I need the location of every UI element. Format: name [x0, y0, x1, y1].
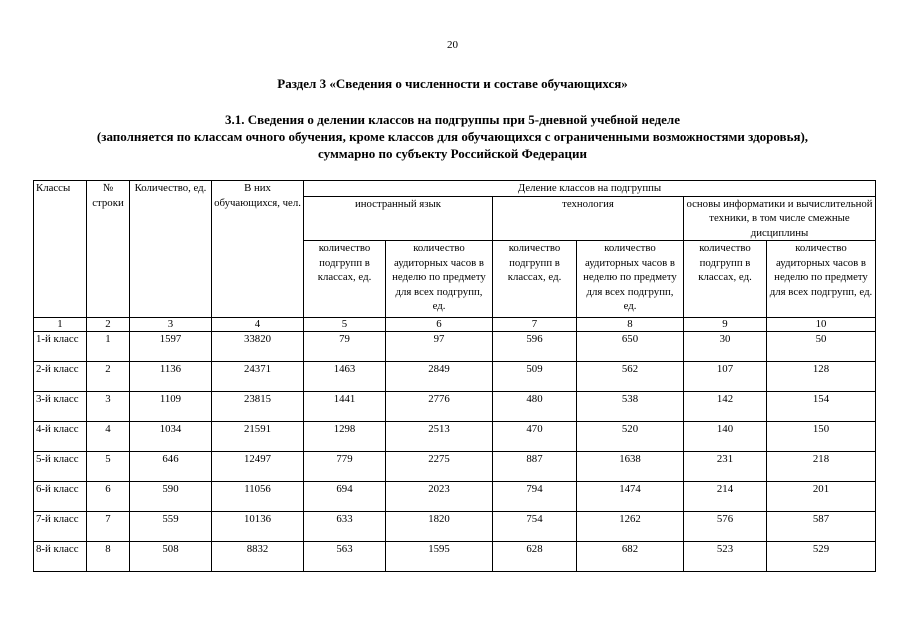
value-cell: 694 [304, 482, 386, 512]
column-number: 9 [684, 318, 767, 332]
section-title: Раздел 3 «Сведения о численности и составе обучающихся» [277, 76, 628, 91]
column-number: 5 [304, 318, 386, 332]
value-cell: 576 [684, 512, 767, 542]
value-cell: 201 [767, 482, 876, 512]
value-cell: 10136 [212, 512, 304, 542]
header-hours: количество аудиторных часов в неделю по предмету для всех подгрупп, ед. [386, 241, 493, 318]
value-cell: 154 [767, 392, 876, 422]
value-cell: 1474 [577, 482, 684, 512]
value-cell: 2776 [386, 392, 493, 422]
class-cell: 8-й класс [34, 542, 87, 572]
class-cell: 4-й класс [34, 422, 87, 452]
table-row [34, 482, 876, 512]
header-technology: технология [493, 196, 684, 241]
value-cell: 587 [767, 512, 876, 542]
value-cell: 30 [684, 332, 767, 362]
row-number-cell: 5 [87, 452, 130, 482]
value-cell: 523 [684, 542, 767, 572]
value-cell: 107 [684, 362, 767, 392]
column-number: 7 [493, 318, 577, 332]
table-row [34, 512, 876, 542]
table-row [34, 452, 876, 482]
value-cell: 214 [684, 482, 767, 512]
table-row [34, 362, 876, 392]
class-cell: 6-й класс [34, 482, 87, 512]
value-cell: 596 [493, 332, 577, 362]
column-number: 4 [212, 318, 304, 332]
table-row [34, 332, 876, 362]
value-cell: 1597 [130, 332, 212, 362]
value-cell: 33820 [212, 332, 304, 362]
value-cell: 2275 [386, 452, 493, 482]
value-cell: 23815 [212, 392, 304, 422]
value-cell: 887 [493, 452, 577, 482]
header-subgroups-count: количество подгрупп в классах, ед. [304, 241, 386, 318]
value-cell: 563 [304, 542, 386, 572]
column-number-row [34, 318, 876, 332]
value-cell: 128 [767, 362, 876, 392]
column-number: 10 [767, 318, 876, 332]
value-cell: 480 [493, 392, 577, 422]
header-quantity: Количество, ед. [130, 181, 212, 318]
page-number: 20 [447, 39, 458, 51]
value-cell: 1109 [130, 392, 212, 422]
value-cell: 520 [577, 422, 684, 452]
subsection-note: (заполняется по классам очного обучения, кроме классов для обучающихся с ограниченными возможностями здоровья), [96, 129, 809, 144]
row-number-cell: 4 [87, 422, 130, 452]
header-classes: Классы [34, 181, 87, 318]
row-number-cell: 2 [87, 362, 130, 392]
header-row [34, 181, 876, 197]
subsection-title: 3.1. Сведения о делении классов на подгруппы при 5-дневной учебной неделе [225, 112, 680, 127]
value-cell: 794 [493, 482, 577, 512]
table-row [34, 392, 876, 422]
header-row-number: № строки [87, 181, 130, 318]
value-cell: 1595 [386, 542, 493, 572]
value-cell: 628 [493, 542, 577, 572]
value-cell: 538 [577, 392, 684, 422]
row-number-cell: 1 [87, 332, 130, 362]
header-students: В них обучающихся, чел. [212, 181, 304, 318]
table-row [34, 422, 876, 452]
class-cell: 1-й класс [34, 332, 87, 362]
class-cell: 2-й класс [34, 362, 87, 392]
value-cell: 12497 [212, 452, 304, 482]
value-cell: 2513 [386, 422, 493, 452]
value-cell: 1638 [577, 452, 684, 482]
value-cell: 8832 [212, 542, 304, 572]
value-cell: 646 [130, 452, 212, 482]
value-cell: 97 [386, 332, 493, 362]
value-cell: 50 [767, 332, 876, 362]
column-number: 8 [577, 318, 684, 332]
value-cell: 1262 [577, 512, 684, 542]
header-informatics: основы информатики и вычислительной техники, в том числе смежные дисциплины [684, 196, 876, 241]
value-cell: 1034 [130, 422, 212, 452]
value-cell: 11056 [212, 482, 304, 512]
value-cell: 590 [130, 482, 212, 512]
value-cell: 470 [493, 422, 577, 452]
row-number-cell: 6 [87, 482, 130, 512]
header-foreign-language: иностранный язык [304, 196, 493, 241]
value-cell: 529 [767, 542, 876, 572]
value-cell: 218 [767, 452, 876, 482]
value-cell: 754 [493, 512, 577, 542]
value-cell: 24371 [212, 362, 304, 392]
value-cell: 150 [767, 422, 876, 452]
class-cell: 7-й класс [34, 512, 87, 542]
header-division: Деление классов на подгруппы [304, 181, 876, 197]
value-cell: 1136 [130, 362, 212, 392]
value-cell: 2023 [386, 482, 493, 512]
header-subgroups-count: количество подгрупп в классах, ед. [684, 241, 767, 318]
row-number-cell: 7 [87, 512, 130, 542]
subgroups-table [33, 180, 876, 572]
row-number-cell: 3 [87, 392, 130, 422]
subsection-scope: суммарно по субъекту Российской Федерации [318, 146, 587, 161]
value-cell: 142 [684, 392, 767, 422]
column-number: 3 [130, 318, 212, 332]
header-subgroups-count: количество подгрупп в классах, ед. [493, 241, 577, 318]
class-cell: 5-й класс [34, 452, 87, 482]
class-cell: 3-й класс [34, 392, 87, 422]
value-cell: 682 [577, 542, 684, 572]
value-cell: 21591 [212, 422, 304, 452]
value-cell: 79 [304, 332, 386, 362]
value-cell: 1298 [304, 422, 386, 452]
value-cell: 1441 [304, 392, 386, 422]
header-hours: количество аудиторных часов в неделю по предмету для всех подгрупп, ед. [577, 241, 684, 318]
value-cell: 633 [304, 512, 386, 542]
header-hours: количество аудиторных часов в неделю по предмету для всех подгрупп, ед. [767, 241, 876, 318]
column-number: 6 [386, 318, 493, 332]
value-cell: 650 [577, 332, 684, 362]
value-cell: 559 [130, 512, 212, 542]
table-row [34, 542, 876, 572]
value-cell: 1820 [386, 512, 493, 542]
value-cell: 1463 [304, 362, 386, 392]
value-cell: 779 [304, 452, 386, 482]
value-cell: 2849 [386, 362, 493, 392]
value-cell: 231 [684, 452, 767, 482]
column-number: 1 [34, 318, 87, 332]
value-cell: 508 [130, 542, 212, 572]
column-number: 2 [87, 318, 130, 332]
value-cell: 562 [577, 362, 684, 392]
row-number-cell: 8 [87, 542, 130, 572]
value-cell: 509 [493, 362, 577, 392]
value-cell: 140 [684, 422, 767, 452]
